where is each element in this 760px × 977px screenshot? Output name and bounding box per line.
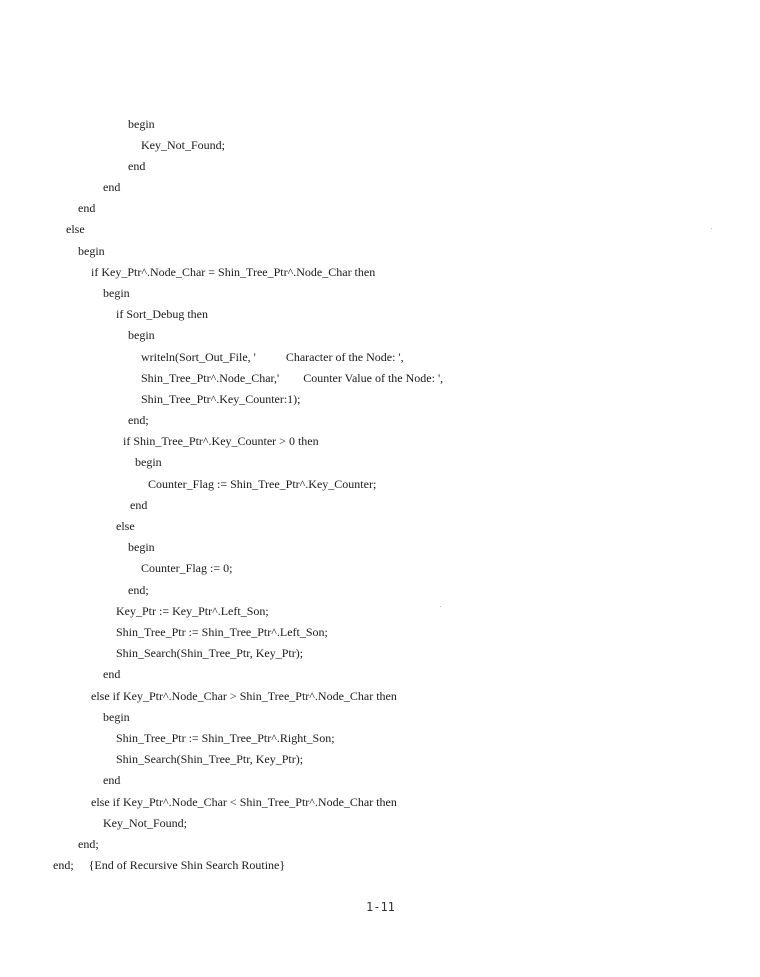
- code-line: end;: [128, 583, 149, 597]
- code-line: writeln(Sort_Out_File, ' Character of the Node: ',: [141, 350, 404, 364]
- code-line: Shin_Tree_Ptr^.Key_Counter:1);: [141, 392, 301, 406]
- code-line: Shin_Tree_Ptr^.Node_Char,' Counter Value of the Node: ',: [141, 371, 444, 385]
- code-line: end;: [128, 413, 149, 427]
- code-line: end: [130, 498, 148, 512]
- code-line: end: [103, 180, 121, 194]
- code-line: end; {End of Recursive Shin Search Routine}: [53, 858, 286, 872]
- code-line: end: [103, 667, 121, 681]
- code-line: Key_Not_Found;: [103, 816, 187, 830]
- code-line: if Shin_Tree_Ptr^.Key_Counter > 0 then: [123, 434, 319, 448]
- code-line: else if Key_Ptr^.Node_Char < Shin_Tree_Ptr^.Node_Char then: [91, 795, 397, 809]
- code-line: if Sort_Debug then: [116, 307, 208, 321]
- code-line: Shin_Search(Shin_Tree_Ptr, Key_Ptr);: [116, 646, 304, 660]
- page-number: 1-11: [366, 900, 395, 914]
- code-line: Key_Ptr := Key_Ptr^.Left_Son;: [116, 604, 269, 618]
- code-line: end: [78, 201, 96, 215]
- code-line: if Key_Ptr^.Node_Char = Shin_Tree_Ptr^.Node_Char then: [91, 265, 376, 279]
- code-line: else: [66, 222, 85, 236]
- code-line: begin: [135, 455, 162, 469]
- code-line: Shin_Tree_Ptr := Shin_Tree_Ptr^.Right_Son;: [116, 731, 335, 745]
- code-line: begin: [78, 244, 105, 258]
- code-line: else: [116, 519, 135, 533]
- code-line: begin: [128, 540, 155, 554]
- code-line: begin: [128, 328, 155, 342]
- code-line: end: [103, 773, 121, 787]
- code-line: Counter_Flag := 0;: [141, 561, 233, 575]
- code-line: Counter_Flag := Shin_Tree_Ptr^.Key_Counter;: [148, 477, 377, 491]
- code-line: end: [128, 159, 146, 173]
- code-line: Shin_Search(Shin_Tree_Ptr, Key_Ptr);: [116, 752, 304, 766]
- code-line: end;: [78, 837, 99, 851]
- code-line: Shin_Tree_Ptr := Shin_Tree_Ptr^.Left_Son;: [116, 625, 328, 639]
- code-line: Key_Not_Found;: [141, 138, 225, 152]
- code-line: else if Key_Ptr^.Node_Char > Shin_Tree_Ptr^.Node_Char then: [91, 689, 397, 703]
- code-line: begin: [128, 117, 155, 131]
- code-line: begin: [103, 710, 130, 724]
- scan-speck: [440, 606, 441, 607]
- scan-speck: [711, 228, 712, 229]
- code-line: begin: [103, 286, 130, 300]
